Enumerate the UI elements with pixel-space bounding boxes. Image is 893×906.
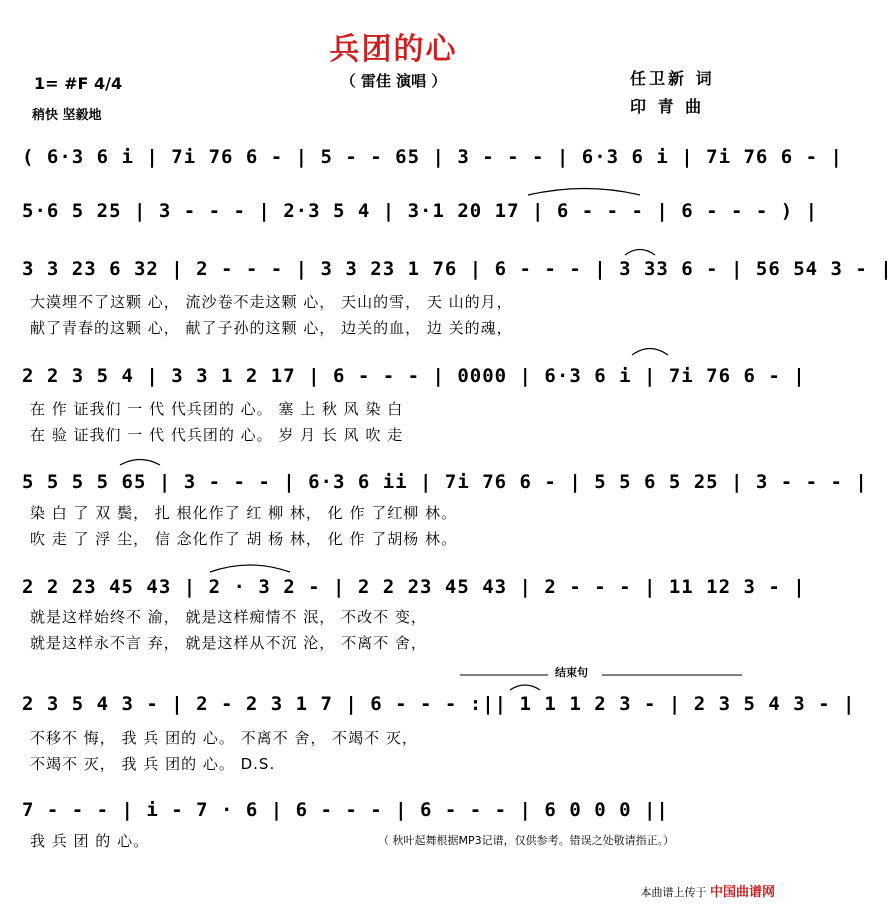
music-line-4: 2 2 3 5 4 | 3 3 1 2 17 | 6 - - - | 0000 | 6·3 6 i | 7i 76 6 - | [22,365,806,387]
slur-line-7 [510,685,540,690]
lyric-line-7-verse-1: 不移不 悔， 我 兵 团的 心。 不离不 舍， 不竭不 灭， [30,729,418,747]
music-line-3: 3 3 23 6 32 | 2 - - - | 3 3 23 1 76 | 6 - - - | 3 33 6 - | 56 54 3 - | [22,258,893,280]
transcription-note: （ 秋叶起舞根据MP3记谱，仅供参考。错误之处敬请指正。） [378,834,675,847]
song-title: 兵团的心 [329,32,458,67]
tempo-marking: 稍快 坚毅地 [32,108,102,123]
lyric-line-5-verse-1: 染 白 了 双 鬓， 扎 根化作了 红 柳 林， 化 作 了红柳 林。 [30,504,457,522]
ending-label: 结束句 [555,666,588,679]
slur-line-2 [528,189,640,196]
lyric-line-5-verse-2: 吹 走 了 浮 尘， 信 念化作了 胡 杨 林， 化 作 了胡杨 林。 [30,530,457,548]
lyric-line-4-verse-1: 在 作 证我们 一 代 代兵团的 心。 塞 上 秋 风 染 白 [30,400,404,418]
music-line-6: 2 2 23 45 43 | 2 · 3 2 - | 2 2 23 45 43 | 2 - - - | 11 12 3 - | [22,576,806,598]
composer-credit: 印 青 曲 [630,97,705,116]
music-line-7: 2 3 5 4 3 - | 2 - 2 3 1 7 | 6 - - - :|| 1 1 1 2 3 - | 2 3 5 4 3 - | [22,693,856,715]
slur-line-4 [632,349,668,356]
lyric-line-3-verse-1: 大漠埋不了这颗 心， 流沙卷不走这颗 心， 天山的雪， 天 山的月， [30,293,513,311]
music-line-1: ( 6·3 6 i | 7i 76 6 - | 5 - - 65 | 3 - - - | 6·3 6 i | 7i 76 6 - | [22,146,843,168]
lyric-line-3-verse-2: 献了青春的这颗 心， 献了子孙的这颗 心， 边关的血， 边 关的魂， [30,319,513,337]
slur-line-6 [210,565,290,572]
slur-line-3 [625,250,655,256]
key-signature: 1= #F 4/4 [34,74,123,93]
lyric-line-4-verse-2: 在 验 证我们 一 代 代兵团的 心。 岁 月 长 风 吹 走 [30,426,404,444]
music-line-8: 7 - - - | i - 7 · 6 | 6 - - - | 6 - - - | 6 0 0 0 || [22,799,669,821]
music-line-2: 5·6 5 25 | 3 - - - | 2·3 5 4 | 3·1 20 17 | 6 - - - | 6 - - - ) | [22,200,819,222]
singer-credit: （ 雷佳 演唱 ） [340,72,447,90]
lyric-line-7-verse-2: 不竭不 灭， 我 兵 团的 心。 D.S. [30,755,276,773]
lyric-line-8-verse-1: 我 兵 团 的 心。 [30,832,150,850]
slur-line-5 [120,460,160,466]
site-logo[interactable]: 中国曲谱网 [709,885,775,900]
footer-prefix: 本曲谱上传于 [640,886,707,899]
lyricist-credit: 任卫新 词 [630,69,715,88]
music-line-5: 5 5 5 5 65 | 3 - - - | 6·3 6 ii | 7i 76 6 - | 5 5 6 5 25 | 3 - - - | [22,471,868,493]
lyric-line-6-verse-2: 就是这样永不言 弃， 就是这样从不沉 沦， 不离不 舍， [30,634,427,652]
lyric-line-6-verse-1: 就是这样始终不 渝， 就是这样痴情不 泯， 不改不 变， [30,608,427,626]
